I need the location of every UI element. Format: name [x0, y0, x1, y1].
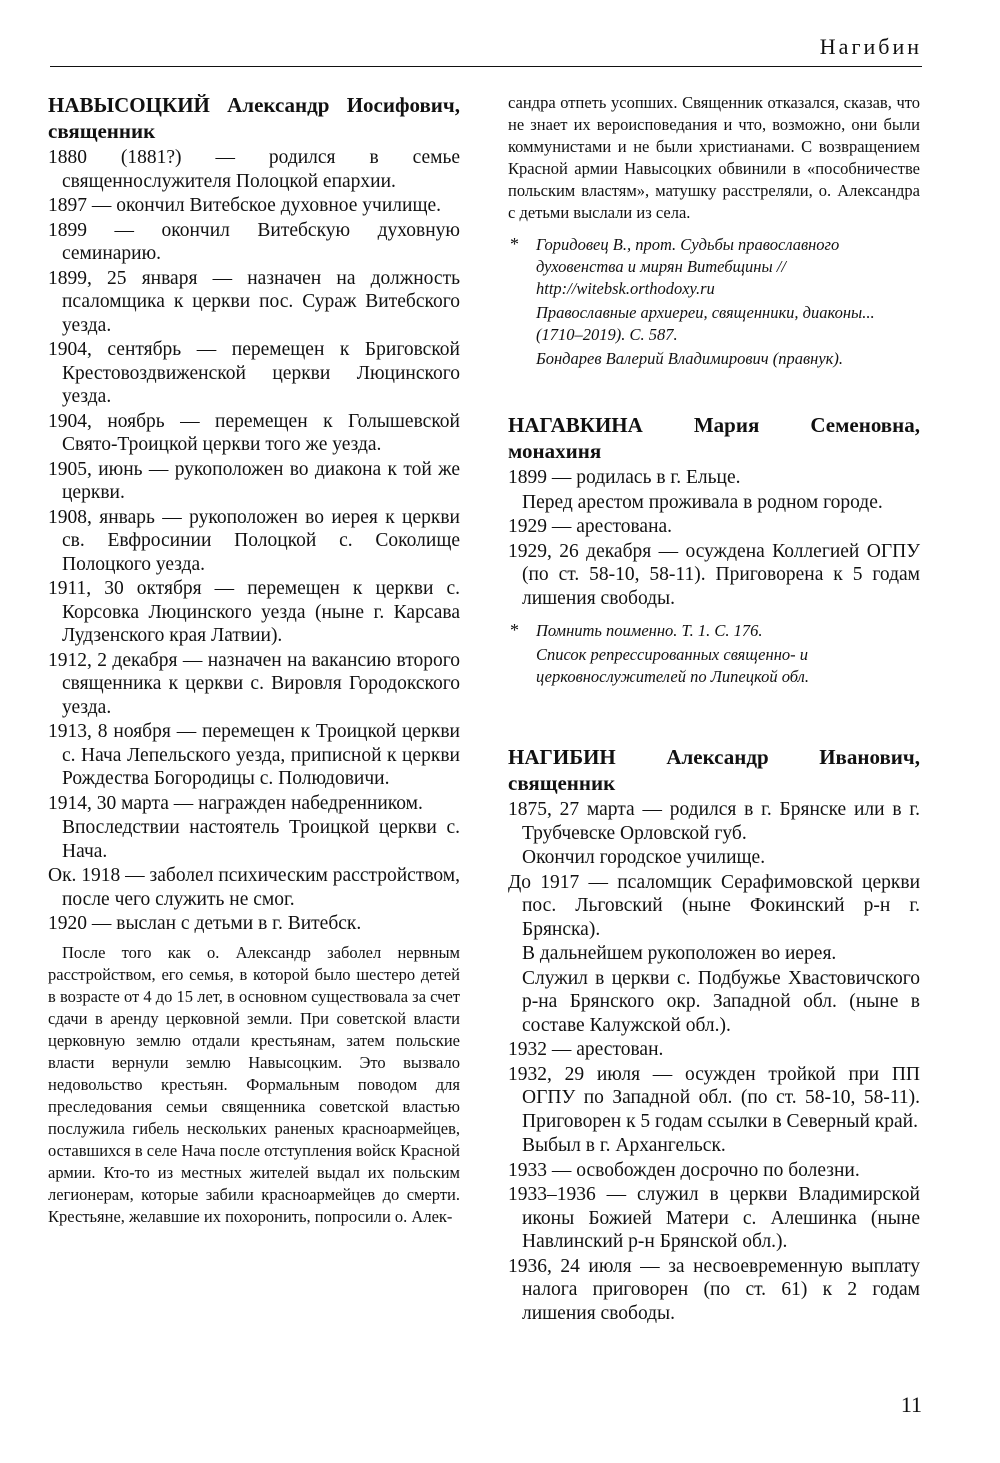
fact: 1936, 24 июля — за несвоевременную выплату налога приговорен (по ст. 61) к 2 годам лишения свободы. [508, 1255, 920, 1324]
page-number: 11 [900, 1392, 922, 1417]
fact: 1920 — выслан с детьми в г. Витебск. [48, 913, 362, 934]
asterisk-icon: * [510, 620, 519, 640]
fact: 1932 — арестован. [508, 1039, 664, 1060]
running-head: Нагибин [819, 34, 922, 59]
fact: 1904, ноябрь — перемещен к Голышевской Свято-Троицкой церкви того же уезда. [48, 410, 460, 455]
fact: До 1917 — псаломщик Серафимовской церкви пос. Льговский (ныне Фокинский р-н г. Брянска). [508, 871, 920, 940]
fact-continuation: Окончил городское училище. [522, 847, 766, 868]
fact-continuation: Перед арестом проживала в родном городе. [522, 491, 883, 513]
fact: 1929, 26 декабря — осуждена Коллегией ОГПУ (по ст. 58-10, 58-11). Приговорена к 5 годам лишения свободы. [508, 540, 920, 609]
fact: 1908, январь — рукоположен во иерея к церкви св. Евфросинии Полоцкой с. Соколище Полоцкого уезда. [48, 506, 460, 575]
fact: 1912, 2 декабря — назначен на вакансию второго священника к церкви с. Вировля Городокского уезда. [48, 649, 460, 718]
fact: 1899, 25 января — назначен на должность псаломщика к церкви пос. Сураж Витебского уезда. [48, 267, 460, 336]
fact: 1897 — окончил Витебское духовное училище. [48, 195, 442, 216]
entry-title-navysotsky: НАВЫСОЦКИЙ Александр Иосифович, священник [48, 93, 460, 143]
fact: 1933 — освобожден досрочно по болезни. [508, 1159, 860, 1181]
fact: 1911, 30 октября — перемещен к церкви с. Корсовка Люцинского уезда (ныне г. Карсава Лудзенского края Латвии). [48, 578, 460, 646]
fact: Ок. 1918 — заболел психическим расстройством, после чего служить не смог. [48, 865, 461, 910]
source: Православные архиереи, священники, диаконы... (1710–2019). С. 587. [536, 303, 875, 344]
source: Помнить поименно. Т. 1. С. 176. [536, 621, 763, 640]
right-column [508, 92, 920, 1326]
fact: 1880 (1881?) — родился в семье священнослужителя Полоцкой епархии. [48, 147, 460, 192]
fact: 1905, июнь — рукоположен во диакона к той же церкви. [48, 458, 460, 503]
fact: 1899 — окончил Витебскую духовную семинарию. [48, 219, 460, 264]
header-rule [50, 66, 922, 67]
fact-continuation: Выбыл в г. Архангельск. [522, 1135, 726, 1156]
fact: 1904, сентябрь — перемещен к Бриговской Крестовоздвиженской церкви Люцинского уезда. [48, 339, 460, 407]
fact: 1913, 8 ноября — перемещен к Троицкой церкви с. Нача Лепельского уезда, приписной к церкви Рождества Богородицы с. Полюдовичи. [48, 721, 460, 789]
sources-nagavkina [508, 620, 920, 688]
fact-continuation: В дальнейшем рукоположен во иерея. [522, 943, 837, 964]
source: Бондарев Валерий Владимирович (правнук). [536, 349, 844, 368]
fact-continuation: Впоследствии настоятель Троицкой церкви с. Нача. [62, 817, 460, 862]
narrative-continuation: сандра отпеть усопших. Священник отказался, сказав, что не знает их вероисповедания и что, возможно, они были коммунистами и не были христианами. С возвращением Красной армии Навысоцких обвинили в «пособничестве польским властям», матушку расстреляли, о. Александра с детьми выслали из села. [508, 93, 920, 222]
fact: 1932, 29 июля — осужден тройкой при ПП ОГПУ по Западной обл. (по ст. 58-10, 58-11). Приговорен к 5 годам ссылки в Северный край. [508, 1063, 920, 1132]
entry-title-nagibin: НАГИБИН Александр Иванович, священник [508, 745, 920, 795]
fact-continuation: Служил в церкви с. Подбужье Хвастовичского р-на Брянского окр. Западной обл. (ныне в составе Калужской обл.). [522, 967, 920, 1036]
fact: 1914, 30 марта — награжден набедренником. [48, 792, 423, 814]
asterisk-icon: * [510, 234, 519, 254]
left-column [48, 92, 460, 1228]
fact: 1933–1936 — служил в церкви Владимирской иконы Божией Матери с. Алешинка (ныне Навлинский р-н Брянской обл.). [508, 1184, 920, 1252]
fact: 1929 — арестована. [508, 516, 673, 537]
fact: 1875, 27 марта — родился в г. Брянске или в г. Трубчевске Орловской губ. [508, 799, 920, 844]
fact: 1899 — родилась в г. Ельце. [508, 467, 741, 488]
narrative: После того как о. Александр заболел нервным расстройством, его семья, в которой было шестеро детей в возрасте от 4 до 15 лет, в основном существовала за счет сдачи в аренду церковной земли. При советской власти церковную землю отдали крестьянам, затем польские власти вернули землю Навысоцким. Это вызвало недовольство крестьян. Формальным поводом для преследования семьи священника советской властью послужила гибель нескольких раненых красноармейцев, оставшихся в селе Нача после отступления войск Красной армии. Кто-то из местных жителей выдал их польским легионерам, которые забили красноармейцев до смерти. Крестьяне, желавшие их похоронить, попросили о. Алек- [48, 942, 460, 1226]
source: Список репрессированных священно- и церковнослужителей по Липецкой обл. [536, 645, 809, 686]
sources-navysotsky [508, 234, 920, 370]
source: Горидовец В., прот. Судьбы православного духовенства и мирян Витебщины // http://witebsk.orthodoxy.ru [536, 235, 840, 298]
entry-title-nagavkina: НАГАВКИНА Мария Семеновна, монахиня [508, 413, 920, 463]
